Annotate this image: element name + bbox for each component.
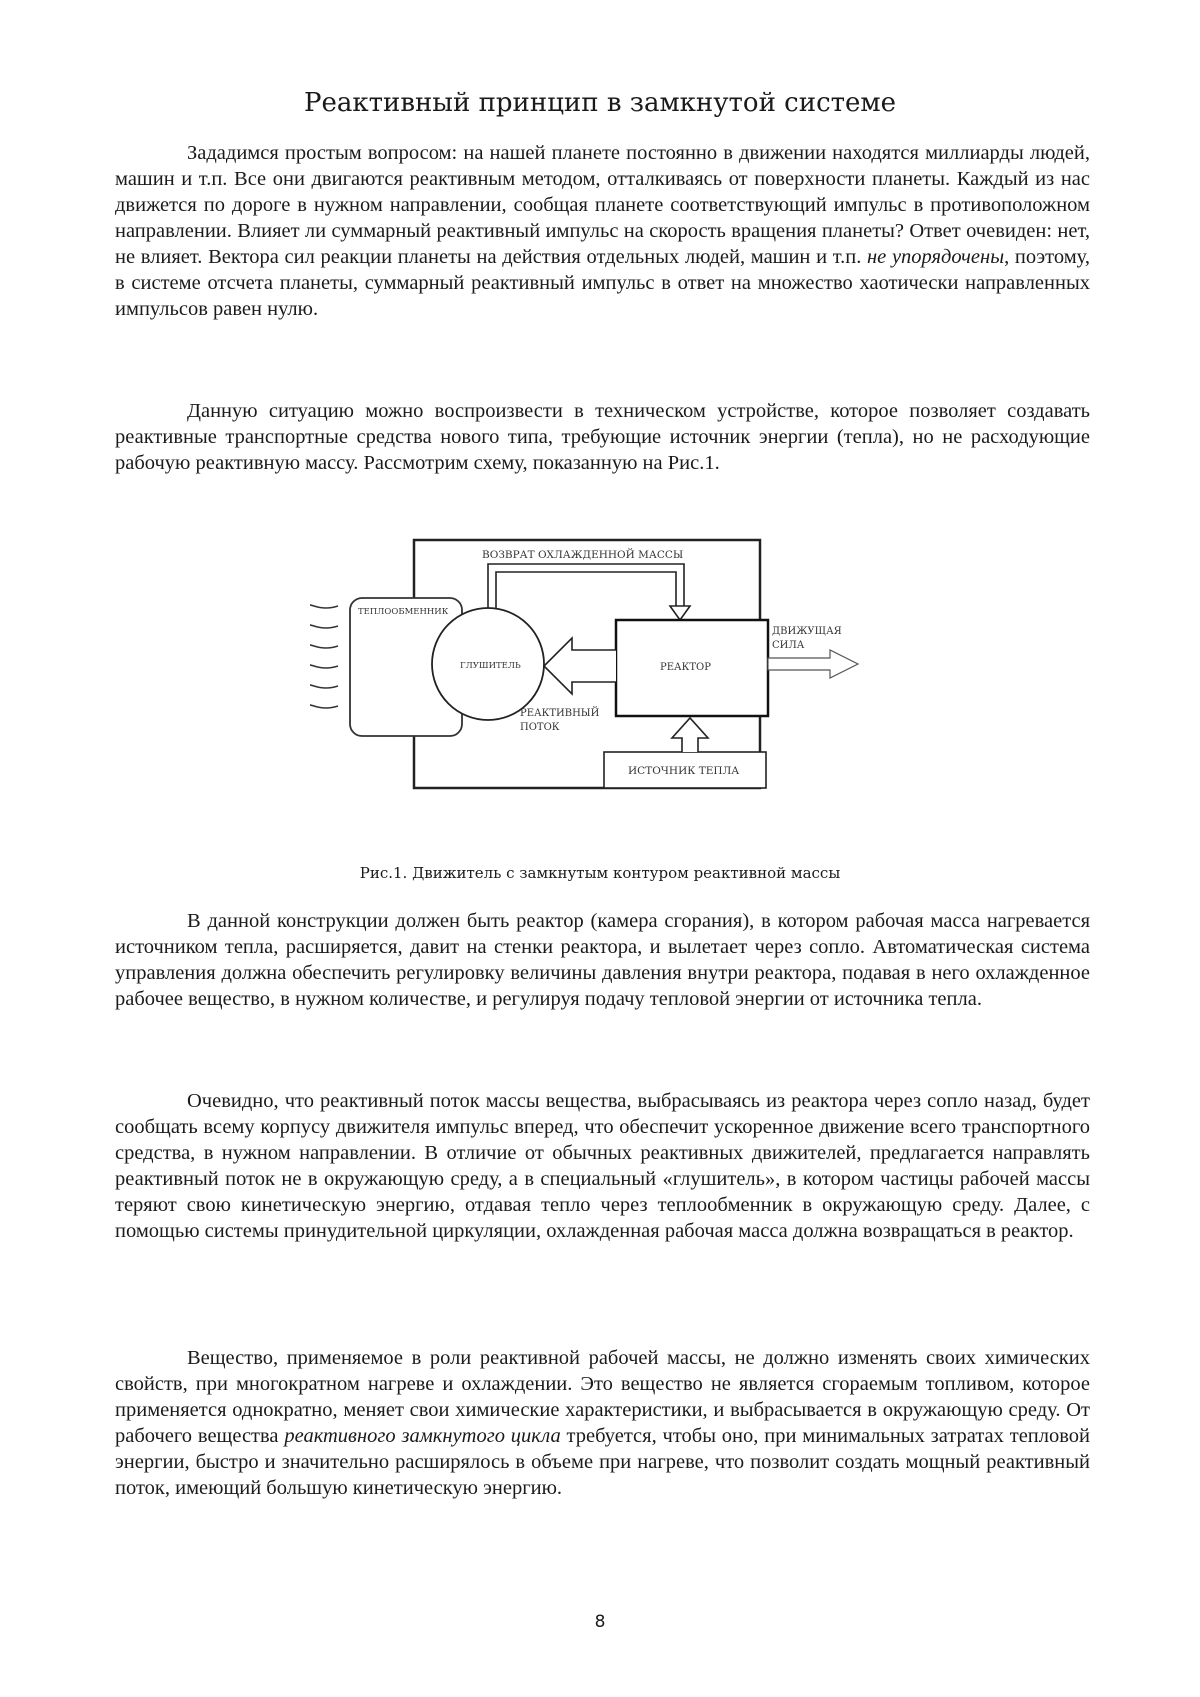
return-label: ВОЗВРАТ ОХЛАЖДЕННОЙ МАССЫ (482, 549, 684, 561)
page-title: Реактивный принцип в замкнутой системе (303, 88, 897, 118)
heat-exchanger-label: ТЕПЛООБМЕННИК (358, 607, 449, 617)
paragraph-3: В данной конструкции должен быть реактор (камера сгорания), в котором рабочая масса нагревается источником тепла, расширяется, давит на стенки реактора, и вылетает через сопло. Автоматическая система управления должна обеспечить регулировку величины давления внутри реактора, подавая в него охлажденное рабочее вещество, в нужном количестве, и регулируя подачу тепловой энергии от источника тепла. (115, 910, 1090, 1010)
page-number: 8 (594, 1612, 606, 1632)
paragraph-5-tail: требуется, чтобы оно, при минимальных затратах тепловой энергии, быстро и значительно расширялось в объеме при нагреве, что позволит создать мощный реактивный поток, имеющий большую кинетическую энергию. (115, 1425, 1091, 1499)
force-label-1: ДВИЖУЩАЯ (772, 626, 842, 637)
reactor-label: РЕАКТОР (660, 662, 711, 673)
paragraph-4: Очевидно, что реактивный поток массы вещества, выбрасываясь из реактора через сопло назад, будет сообщать всему корпусу движителя импульс вперед, что обеспечит ускоренное движение всего транспортного средства, в нужном направлении. В отличие от обычных реактивных движителей, предлагается направлять реактивный поток не в окружающую среду, а в специальный «глушитель», в котором частицы рабочей массы теряют свою кинетическую энергию, отдавая тепло через теплообменник в окружающую среду. Далее, с помощью системы принудительной циркуляции, охлажденная рабочая масса должна возвращаться в реактор. (115, 1090, 1090, 1242)
paragraph-5-emphasis: реактивного замкнутого цикла (284, 1425, 561, 1447)
paragraph-5 (115, 1345, 1090, 1501)
paragraph-1-tail: , поэтому, в системе отсчета планеты, суммарный реактивный импульс в ответ на множество хаотически направленных импульсов равен нулю. (115, 246, 1090, 320)
engine-diagram (310, 538, 950, 828)
paragraph-2: Данную ситуацию можно воспроизвести в техническом устройстве, которое позволяет создавать реактивные транспортные средства нового типа, требующие источник энергии (тепла), но не расходующие рабочую реактивную массу. Рассмотрим схему, показанную на Рис.1. (115, 400, 1090, 474)
heat-arrow (672, 718, 708, 752)
heat-waves (310, 604, 338, 708)
paragraph-1-emphasis: не упорядочены (867, 246, 1005, 268)
return-path (488, 564, 684, 608)
driving-force-arrow (768, 650, 858, 678)
paragraph-5-text: Вещество, применяемое в роли реактивной рабочей массы, не должно изменять своих химических свойств, при многократном нагреве и охлаждении. Это вещество не является сгораемым топливом, которое применяется однократно, меняет свои химические характеристики, и выбрасывается в окружающую среду. От рабочего вещества (115, 1347, 1090, 1447)
figure-caption: Рис.1. Движитель с замкнутым контуром реактивной массы (359, 864, 841, 882)
flow-label-2: ПОТОК (520, 722, 560, 733)
paragraph-1-text: Зададимся простым вопросом: на нашей планете постоянно в движении находятся миллиарды людей, машин и т.п. Все они двигаются реактивным методом, отталкиваясь от поверхности планеты. Каждый из нас движется по дороге в нужном направлении, сообщая планете соответствующий импульс в противоположном направлении. Влияет ли суммарный реактивный импульс на скорость вращения планеты? Ответ очевиден: нет, не влияет. Вектора сил реакции планеты на действия отдельных людей, машин и т.п. (115, 142, 1090, 268)
heat-source-label: ИСТОЧНИК ТЕПЛА (628, 765, 740, 777)
muffler-label: ГЛУШИТЕЛЬ (460, 661, 521, 671)
return-arrow-head (670, 606, 690, 620)
flow-label-1: РЕАКТИВНЫЙ (520, 708, 600, 719)
paragraph-1 (115, 140, 1090, 322)
reactive-flow-arrow (544, 638, 616, 694)
force-label-2: СИЛА (772, 640, 805, 651)
